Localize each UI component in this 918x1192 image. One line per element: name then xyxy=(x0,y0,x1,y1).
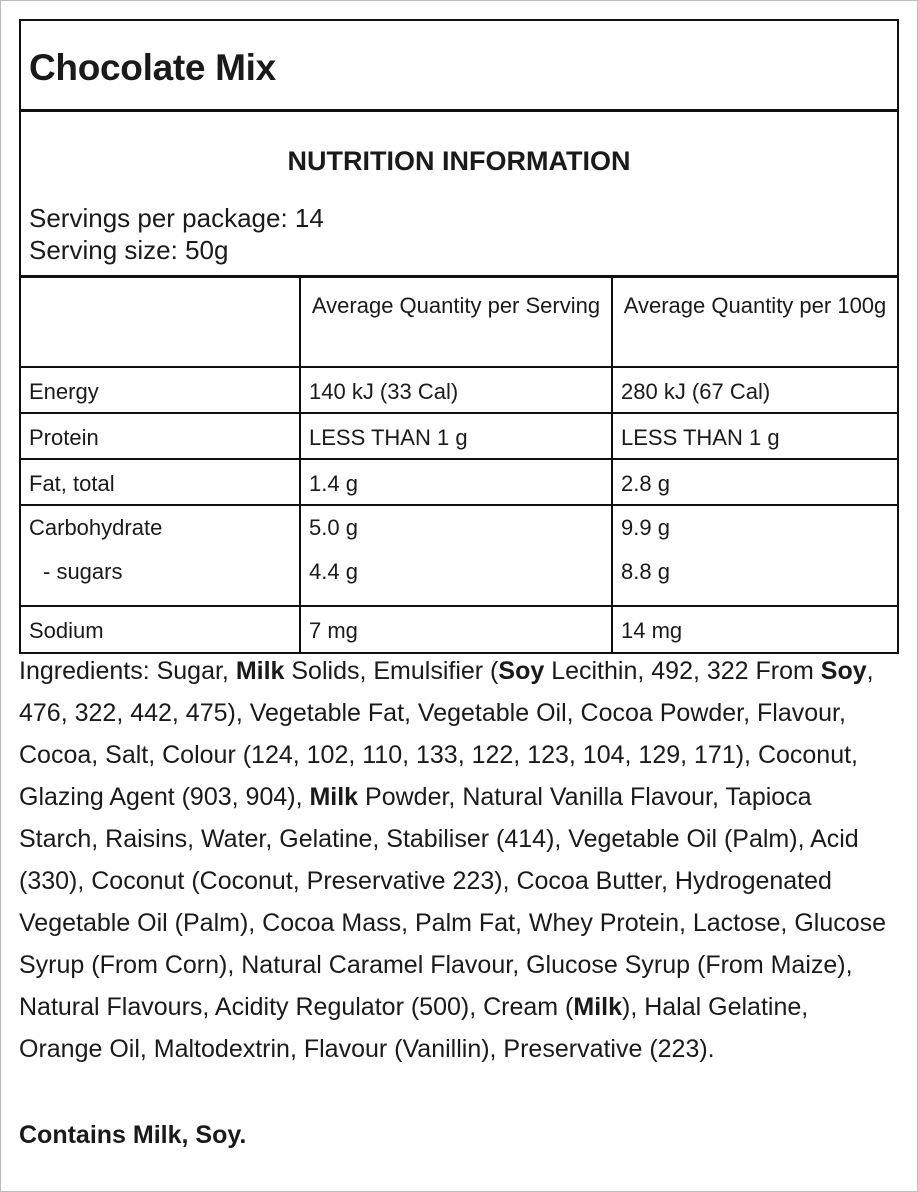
per-serving-value: 4.4 g xyxy=(309,559,358,584)
allergen-soy: Soy xyxy=(498,657,545,685)
nutrition-header xyxy=(21,112,897,278)
per-serving-value: 1.4 g xyxy=(300,459,612,505)
nutrition-heading: NUTRITION INFORMATION xyxy=(287,146,631,176)
product-title: Chocolate Mix xyxy=(21,21,897,112)
ingredients-fragment: ), Halal Gelatine, Orange Oil, Maltodextrin, Flavour (Vanillin), Preservative (223). xyxy=(19,993,809,1063)
allergen-milk: Milk xyxy=(573,993,622,1021)
per-100g-group xyxy=(612,505,897,606)
table-row xyxy=(21,367,897,413)
table-row xyxy=(21,459,897,505)
ingredients-text xyxy=(19,650,891,1070)
per-100g-value: 2.8 g xyxy=(612,459,897,505)
header-per-100g: Average Quantity per 100g xyxy=(612,278,897,367)
nutrient-name: Carbohydrate xyxy=(29,515,163,540)
per-serving-value: LESS THAN 1 g xyxy=(300,413,612,459)
ingredients-fragment: Lecithin, 492, 322 From xyxy=(544,657,821,685)
per-100g-value: LESS THAN 1 g xyxy=(612,413,897,459)
table-row xyxy=(21,505,897,606)
nutrient-name: Fat, total xyxy=(21,459,300,505)
header-empty-cell xyxy=(21,278,300,367)
allergen-milk: Milk xyxy=(309,783,359,811)
per-serving-group xyxy=(300,505,612,606)
serving-size: Serving size: 50g xyxy=(29,235,229,265)
ingredients-fragment: Ingredients: Sugar, xyxy=(19,657,236,685)
ingredients-fragment: Powder, Natural Vanilla Flavour, Tapioca Starch, Raisins, Water, Gelatine, Stabiliser (414), Vegetable Oil (Palm), Acid (330), Coconut (Coconut, Preservative 223), Cocoa Butter, Hydrogenated Vegetable Oil (Palm), Cocoa Mass, Palm Fat, Whey Protein, Lactose, Glucose Syrup (From Corn), Natural Caramel Flavour, Glucose Syrup (From Maize), Natural Flavours, Acidity Regulator (500), Cream ( xyxy=(19,783,887,1021)
per-100g-value: 14 mg xyxy=(612,606,897,652)
nutrient-subname: - sugars xyxy=(43,559,123,584)
nutrition-table xyxy=(21,278,897,652)
per-100g-value: 280 kJ (67 Cal) xyxy=(612,367,897,413)
table-row xyxy=(21,413,897,459)
per-100g-value: 8.8 g xyxy=(621,559,670,584)
per-serving-value: 5.0 g xyxy=(309,515,358,540)
nutrient-name-group xyxy=(21,505,300,606)
servings-per-package: Servings per package: 14 xyxy=(29,203,324,233)
nutrition-panel xyxy=(19,19,899,654)
nutrient-name: Protein xyxy=(21,413,300,459)
per-serving-value: 140 kJ (33 Cal) xyxy=(300,367,612,413)
nutrient-name: Energy xyxy=(21,367,300,413)
ingredients-fragment: Solids, Emulsifier ( xyxy=(284,657,499,685)
nutrient-name: Sodium xyxy=(21,606,300,652)
allergen-milk: Milk xyxy=(235,657,285,685)
per-100g-value: 9.9 g xyxy=(621,515,670,540)
header-per-serving: Average Quantity per Serving xyxy=(300,278,612,367)
allergen-soy: Soy xyxy=(820,657,867,685)
per-serving-value: 7 mg xyxy=(300,606,612,652)
table-row xyxy=(21,606,897,652)
table-header-row xyxy=(21,278,897,367)
allergen-statement: Contains Milk, Soy. xyxy=(19,1121,247,1149)
ingredients-fragment: , 476, 322, 442, 475), Vegetable Fat, Vegetable Oil, Cocoa Powder, Flavour, Cocoa, Salt, Colour (124, 102, 110, 133, 122, 123, 104, 129, 171), Coconut, Glazing Agent (903, 904), xyxy=(19,657,874,811)
servings-info xyxy=(29,202,324,266)
